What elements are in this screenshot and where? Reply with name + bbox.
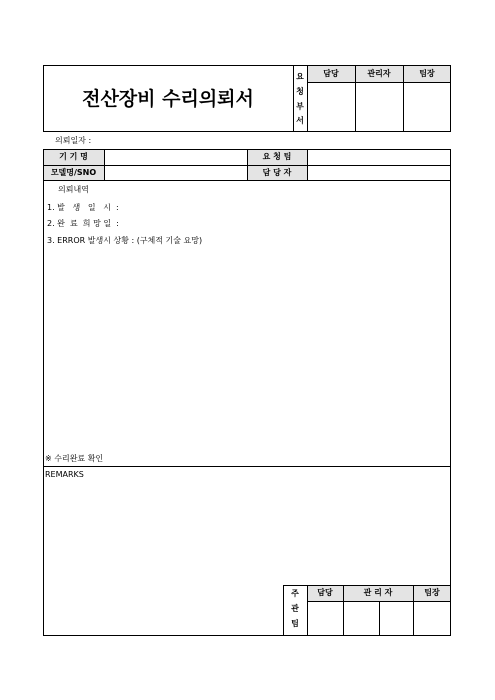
request-dept-label-3: 부: [296, 102, 304, 111]
request-team-field[interactable]: [308, 150, 450, 164]
approval-bottom-manager-sign-2[interactable]: [380, 602, 412, 635]
request-dept-label-4: 서: [296, 116, 304, 125]
approval-top-staff: 담당: [323, 69, 339, 78]
supervisor-label-2: 관: [291, 604, 299, 613]
approval-bottom-manager: 관 리 자: [363, 588, 393, 597]
approval-bottom-staff: 담당: [317, 588, 333, 597]
supervisor-label-1: 주: [291, 589, 299, 598]
form-title: 전산장비 수리의뢰서: [82, 88, 254, 110]
request-date-label: 의뢰일자 :: [55, 136, 92, 145]
request-date-field[interactable]: [100, 134, 280, 147]
remarks-area[interactable]: [46, 482, 276, 632]
request-team-label: 요 청 팀: [262, 152, 292, 161]
approval-top-staff-sign[interactable]: [308, 83, 354, 131]
model-serial-label: 모델명/SNO: [50, 168, 97, 177]
request-dept-label-1: 요: [296, 72, 304, 81]
approval-top-team-lead: 팀장: [419, 69, 435, 78]
person-in-charge-field[interactable]: [308, 166, 450, 179]
request-details-label: 의뢰내역: [58, 185, 89, 194]
approval-top-team-lead-sign[interactable]: [404, 83, 450, 131]
person-in-charge-label: 담 당 자: [262, 168, 292, 177]
device-name-label: 기 기 명: [59, 152, 88, 161]
model-serial-field[interactable]: [105, 166, 246, 179]
error-situation-label: 3. ERROR 발생시 상황 : (구체적 기술 요망): [47, 236, 203, 245]
approval-top-manager: 관리자: [367, 69, 391, 78]
remarks-label: REMARKS: [45, 470, 84, 479]
desired-completion-label: 2. 완 료 희 망 일 :: [47, 219, 119, 228]
request-dept-label-2: 청: [296, 87, 304, 96]
device-name-field[interactable]: [105, 150, 246, 164]
approval-top-manager-sign[interactable]: [356, 83, 402, 131]
occurrence-datetime-label: 1. 발 생 일 시 :: [47, 203, 119, 212]
approval-bottom-manager-sign-1[interactable]: [344, 602, 378, 635]
approval-bottom-team-lead: 팀장: [424, 588, 440, 597]
error-description-area[interactable]: [46, 250, 448, 450]
approval-bottom-team-lead-sign[interactable]: [414, 602, 450, 635]
supervisor-label-3: 팀: [291, 619, 299, 628]
repair-complete-confirm-label: ※ 수리완료 확인: [45, 454, 104, 463]
approval-bottom-staff-sign[interactable]: [308, 602, 342, 635]
